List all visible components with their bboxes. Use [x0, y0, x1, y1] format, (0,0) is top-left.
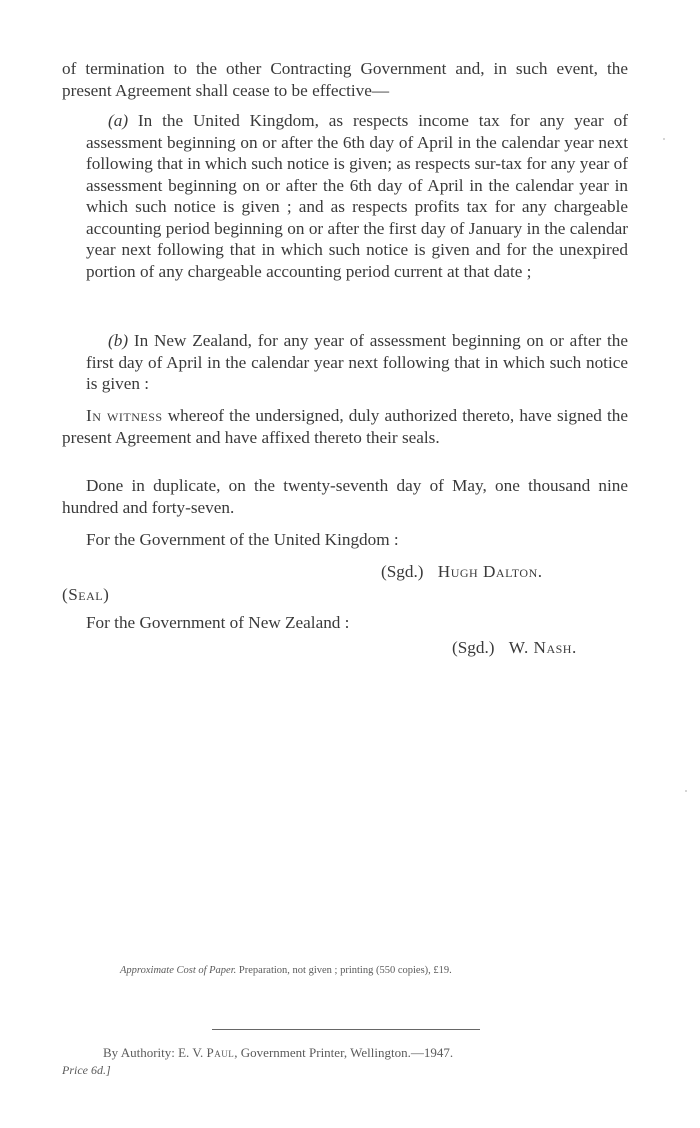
- done-text: Done in duplicate, on the twenty-seventh day of May, one thousand nine hundred and forty-seven.: [62, 476, 628, 517]
- clause-b-paragraph: [86, 330, 628, 395]
- cost-of-paper-note: [120, 965, 452, 976]
- witness-paragraph: [62, 405, 628, 448]
- seal-label: (Seal): [62, 585, 110, 604]
- clause-b-label: (b): [108, 331, 129, 350]
- uk-signature: [381, 561, 543, 583]
- witness-lead: In witness: [86, 406, 163, 425]
- nz-signatory: W. Nash.: [508, 638, 577, 657]
- authority-line: [103, 1045, 453, 1061]
- cost-text: Preparation, not given ; printing (550 copies), £19.: [236, 965, 452, 976]
- done-paragraph: [62, 475, 628, 518]
- clause-a-text: In the United Kingdom, as respects income tax for any year of assessment beginning on or after the 6th day of April in the calendar year next following that in which such notice is given; as respects sur-tax for any year of assessment beginning on or after the 6th day of April in the calendar year in which such notice is given ; and as respects profits tax for any chargeable accounting period beginning on or after the first day of January in the calendar year next following that in which such notice is given and for the unexpired portion of any chargeable accounting period current at that date ;: [86, 111, 628, 281]
- witness-text: whereof the undersigned, duly authorized thereto, have signed the present Agreement and have affixed thereto their seals.: [62, 406, 628, 447]
- intro-paragraph: [62, 58, 628, 101]
- authority-lead: By Authority: E. V.: [103, 1045, 207, 1060]
- footer-divider: [212, 1029, 480, 1030]
- intro-text: of termination to the other Contracting Government and, in such event, the present Agreement shall cease to be effective—: [62, 59, 628, 100]
- authority-name: Paul: [206, 1045, 235, 1060]
- uk-signatory: Hugh Dalton.: [437, 562, 543, 581]
- clause-a-paragraph: [86, 110, 628, 282]
- clause-b-text: In New Zealand, for any year of assessment beginning on or after the first day of April in the calendar year next following that in which such notice is given :: [86, 331, 628, 393]
- clause-a-label: (a): [108, 111, 129, 130]
- cost-label: Approximate Cost of Paper.: [120, 965, 237, 976]
- uk-sgd: (Sgd.): [381, 562, 424, 581]
- price-note: Price 6d.]: [62, 1063, 111, 1077]
- nz-signature: [452, 637, 577, 659]
- uk-government-line: For the Government of the United Kingdom :: [86, 530, 399, 549]
- nz-sgd: (Sgd.): [452, 638, 495, 657]
- nz-government-line: For the Government of New Zealand :: [86, 613, 350, 632]
- scan-speck: [685, 790, 687, 792]
- authority-tail: , Government Printer, Wellington.—1947.: [234, 1045, 454, 1060]
- scan-speck: [663, 138, 665, 140]
